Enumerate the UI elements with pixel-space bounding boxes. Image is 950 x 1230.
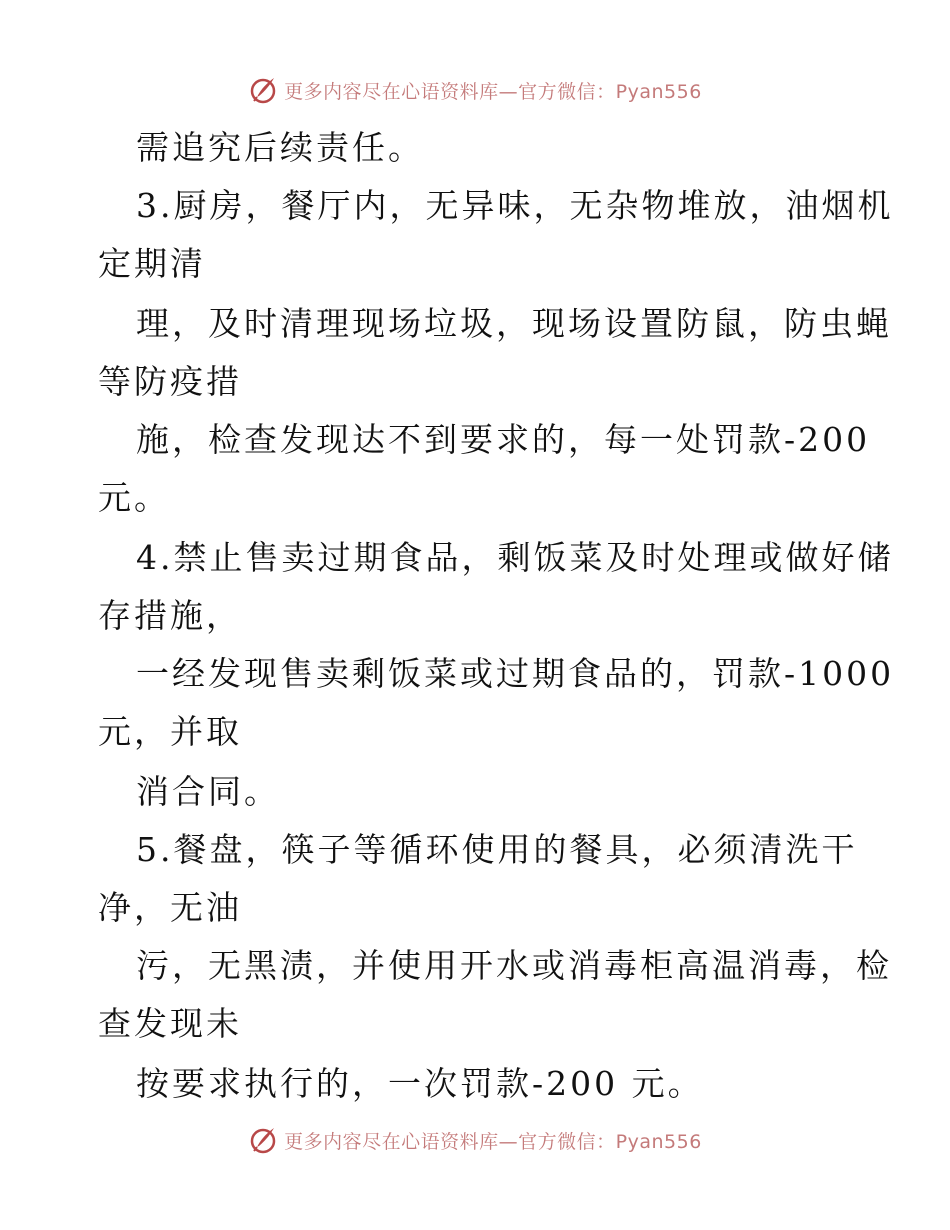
text-line: 5.餐盘，筷子等循环使用的餐具，必须清洗干 xyxy=(136,830,858,869)
text-line: 3.厨房，餐厅内，无异味，无杂物堆放，油烟机 xyxy=(136,186,894,225)
watermark-text: 更多内容尽在心语资料库—官方微信：Pyan556 xyxy=(284,1130,702,1153)
text-line: 施，检查发现达不到要求的，每一处罚款-200 xyxy=(136,420,871,459)
text-line: 元，并取 xyxy=(98,712,242,751)
footer-watermark xyxy=(0,1120,950,1160)
text-line: 净，无油 xyxy=(98,888,242,927)
text-line: 污，无黑渍，并使用开水或消毒柜高温消毒，检 xyxy=(136,946,892,985)
text-line: 定期清 xyxy=(98,244,206,283)
text-line: 理，及时清理现场垃圾，现场设置防鼠，防虫蝇 xyxy=(136,304,892,343)
watermark-text: 更多内容尽在心语资料库—官方微信：Pyan556 xyxy=(284,80,702,103)
text-line: 等防疫措 xyxy=(98,362,242,401)
text-line: 一经发现售卖剩饭菜或过期食品的，罚款-1000 xyxy=(136,654,895,693)
text-line: 消合同。 xyxy=(136,772,280,811)
text-line: 按要求执行的，一次罚款-200 元。 xyxy=(136,1064,704,1103)
text-line: 查发现未 xyxy=(98,1004,242,1043)
feather-logo-icon xyxy=(248,1125,278,1155)
text-line: 需追究后续责任。 xyxy=(136,128,424,167)
text-line: 存措施， xyxy=(98,596,242,635)
text-line: 4.禁止售卖过期食品，剩饭菜及时处理或做好储 xyxy=(136,538,894,577)
text-line: 元。 xyxy=(98,478,170,517)
